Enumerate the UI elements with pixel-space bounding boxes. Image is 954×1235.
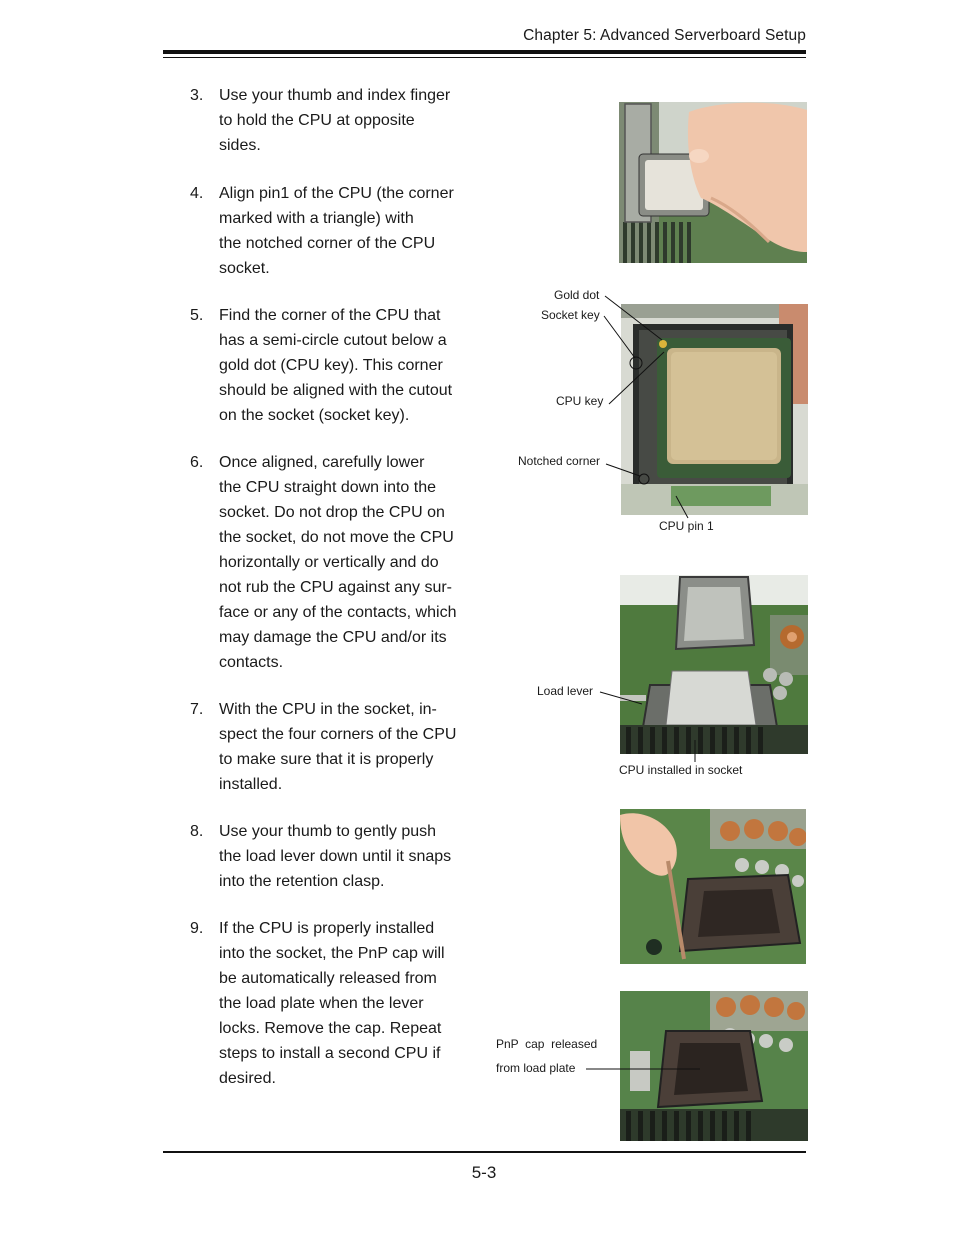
callout-cpu-installed: CPU installed in socket [619,763,743,777]
callout-pnp-cap-line2: from load plate [496,1061,576,1075]
header-rule-thin [163,57,806,58]
step-line: not rub the CPU against any sur- [219,579,453,596]
step-line: horizontally or vertically and do [219,554,439,571]
step-number: 3. [190,87,204,104]
step-line: face or any of the contacts, which [219,604,457,621]
step-line: to hold the CPU at opposite [219,112,415,129]
step-line: socket. [219,260,270,277]
callout-load-lever: Load lever [537,684,594,698]
callout-gold-dot: Gold dot [554,288,600,302]
step-line: Use your thumb and index finger [219,87,451,104]
step-line: If the CPU is properly installed [219,920,435,937]
step-7 [190,697,490,797]
step-5 [190,303,490,428]
callout-notched-corner: Notched corner [518,454,601,468]
step-line: gold dot (CPU key). This corner [219,357,443,374]
step-line: socket. Do not drop the CPU on [219,504,445,521]
step-3 [190,83,490,158]
photo-cpu-keys-closeup [621,304,808,515]
step-line: into the socket, the PnP cap will [219,945,445,962]
photo-push-lever [620,809,806,964]
step-9 [190,916,490,1091]
step-8 [190,819,490,894]
step-line: should be aligned with the cutout [219,382,453,399]
step-line: the notched corner of the CPU [219,235,436,252]
header-rule-thick [163,50,806,54]
step-line: has a semi-circle cutout below a [219,332,447,349]
callout-socket-key: Socket key [541,308,600,322]
step-line: desired. [219,1070,276,1087]
step-line: the load plate when the lever [219,995,424,1012]
step-number: 5. [190,307,204,324]
step-line: may damage the CPU and/or its [219,629,447,646]
step-line: spect the four corners of the CPU [219,726,457,743]
step-line: steps to install a second CPU if [219,1045,441,1062]
callout-cpu-pin-1: CPU pin 1 [659,519,714,533]
step-6 [190,450,490,675]
step-line: With the CPU in the socket, in- [219,701,437,718]
step-number: 6. [190,454,204,471]
step-number: 9. [190,920,204,937]
step-line: into the retention clasp. [219,873,385,890]
step-4 [190,181,490,281]
step-line: the load lever down until it snaps [219,848,452,865]
step-line: the socket, do not move the CPU [219,529,454,546]
step-line: on the socket (socket key). [219,407,410,424]
photo-hand-holding-cpu [619,102,807,263]
step-line: be automatically released from [219,970,437,987]
step-line: Use your thumb to gently push [219,823,437,840]
chapter-header: Chapter 5: Advanced Serverboard Setup [523,27,806,44]
step-line: locks. Remove the cap. Repeat [219,1020,442,1037]
step-line: to make sure that it is properly [219,751,434,768]
step-line: Once aligned, carefully lower [219,454,425,471]
footer-rule [163,1151,806,1153]
step-number: 4. [190,185,204,202]
step-line: marked with a triangle) with [219,210,414,227]
callout-cpu-key: CPU key [556,394,604,408]
step-number: 7. [190,701,204,718]
step-line: installed. [219,776,283,793]
step-line: Find the corner of the CPU that [219,307,441,324]
step-line: Align pin1 of the CPU (the corner [219,185,454,202]
step-number: 8. [190,823,204,840]
step-line: contacts. [219,654,284,671]
photo-load-lever [620,575,808,754]
callout-pnp-cap-line1: PnP cap released [496,1037,598,1051]
photo-pnp-cap-released [620,991,808,1141]
step-line: sides. [219,137,261,154]
step-line: the CPU straight down into the [219,479,437,496]
page-number: 5-3 [471,1163,497,1182]
